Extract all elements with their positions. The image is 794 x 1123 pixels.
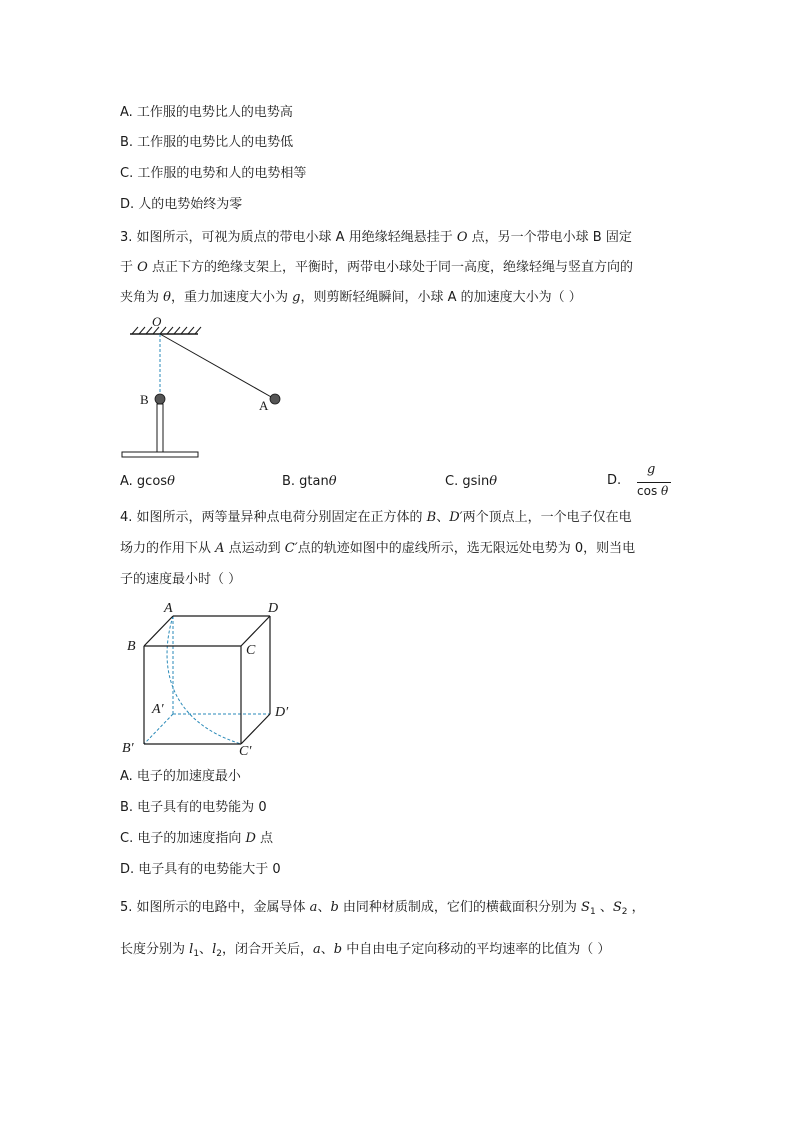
q2-option-d: D. 人的电势始终为零 xyxy=(120,197,243,212)
q3-stem-line-2: 于 O 点正下方的绝缘支架上，平衡时，两带电小球处于同一高度，绝缘轻绳与竖直方向的 xyxy=(120,260,633,275)
q4-option-b: B. 电子具有的电势能为 0 xyxy=(120,800,267,815)
q2-option-b: B. 工作服的电势比人的电势低 xyxy=(120,135,294,150)
q3-option-b: B. gtanθ xyxy=(282,474,337,489)
edge-d-c xyxy=(241,616,270,646)
edge-a2-b2 xyxy=(144,714,173,744)
vertex-d2-label: D′ xyxy=(275,705,289,720)
ceiling-hatch xyxy=(132,327,201,334)
ball-a-label: A xyxy=(259,398,269,413)
vertex-d-label: D xyxy=(268,601,279,616)
electron-trajectory xyxy=(167,616,241,744)
q4-stem-line-2: 场力的作用下从 A 点运动到 C′点的轨迹如图中的虚线所示，选无限远处电势为 0，则当电 xyxy=(120,541,636,556)
ball-b-label: B xyxy=(140,392,149,407)
q4-stem-line-1: 4. 如图所示，两等量异种点电荷分别固定在正方体的 B、D′两个顶点上，一个电子仅在电 xyxy=(120,510,632,525)
q4-option-d: D. 电子具有的电势能大于 0 xyxy=(120,862,281,877)
q4-option-a: A. 电子的加速度最小 xyxy=(120,769,241,784)
q5-stem-line-1: 5. 如图所示的电路中，金属导体 a、b 由同种材质制成，它们的横截面积分别为 $S_1$ 、$S_2$ ， xyxy=(120,900,645,917)
fraction-bar xyxy=(637,482,671,483)
ball-a xyxy=(270,394,280,404)
vertex-c2-label: C′ xyxy=(239,744,252,758)
q3-option-d: D. g cos θ xyxy=(607,462,669,502)
q2-option-c: C. 工作服的电势和人的电势相等 xyxy=(120,166,307,181)
q4-cube-figure xyxy=(118,596,303,758)
vertex-a2-label: A′ xyxy=(152,702,164,717)
vertex-c-label: C xyxy=(246,643,256,658)
q3-option-c: C. gsinθ xyxy=(445,474,498,489)
edge-a-b xyxy=(144,616,173,646)
insulating-string xyxy=(160,334,273,398)
edge-d2-c2 xyxy=(241,714,270,744)
q2-option-a: A. 工作服的电势比人的电势高 xyxy=(120,105,293,120)
vertex-b2-label: B′ xyxy=(122,741,134,756)
q3-stem-line-3: 夹角为 θ，重力加速度大小为 g，则剪断轻绳瞬间，小球 A 的加速度大小为（ ） xyxy=(120,290,582,305)
q3-figure xyxy=(118,312,283,462)
point-o-label: O xyxy=(152,314,162,329)
q5-stem-line-2: 长度分别为 $l_1$、$l_2$，闭合开关后，a、b 中自由电子定向移动的平均速率的比值为（ ） xyxy=(120,942,611,959)
q3-option-a: A. gcosθ xyxy=(120,474,175,489)
vertex-b-label: B xyxy=(127,639,136,654)
q3-stem-line-1: 3. 如图所示，可视为质点的带电小球 A 用绝缘轻绳悬挂于 O 点，另一个带电小球 B 固定 xyxy=(120,230,632,245)
support-post xyxy=(157,404,163,452)
support-base xyxy=(122,452,198,457)
vertex-a-label: A xyxy=(164,601,173,616)
q4-option-c: C. 电子的加速度指向 D 点 xyxy=(120,831,274,846)
ball-b xyxy=(155,394,165,404)
q4-stem-line-3: 子的速度最小时（ ） xyxy=(120,572,242,587)
